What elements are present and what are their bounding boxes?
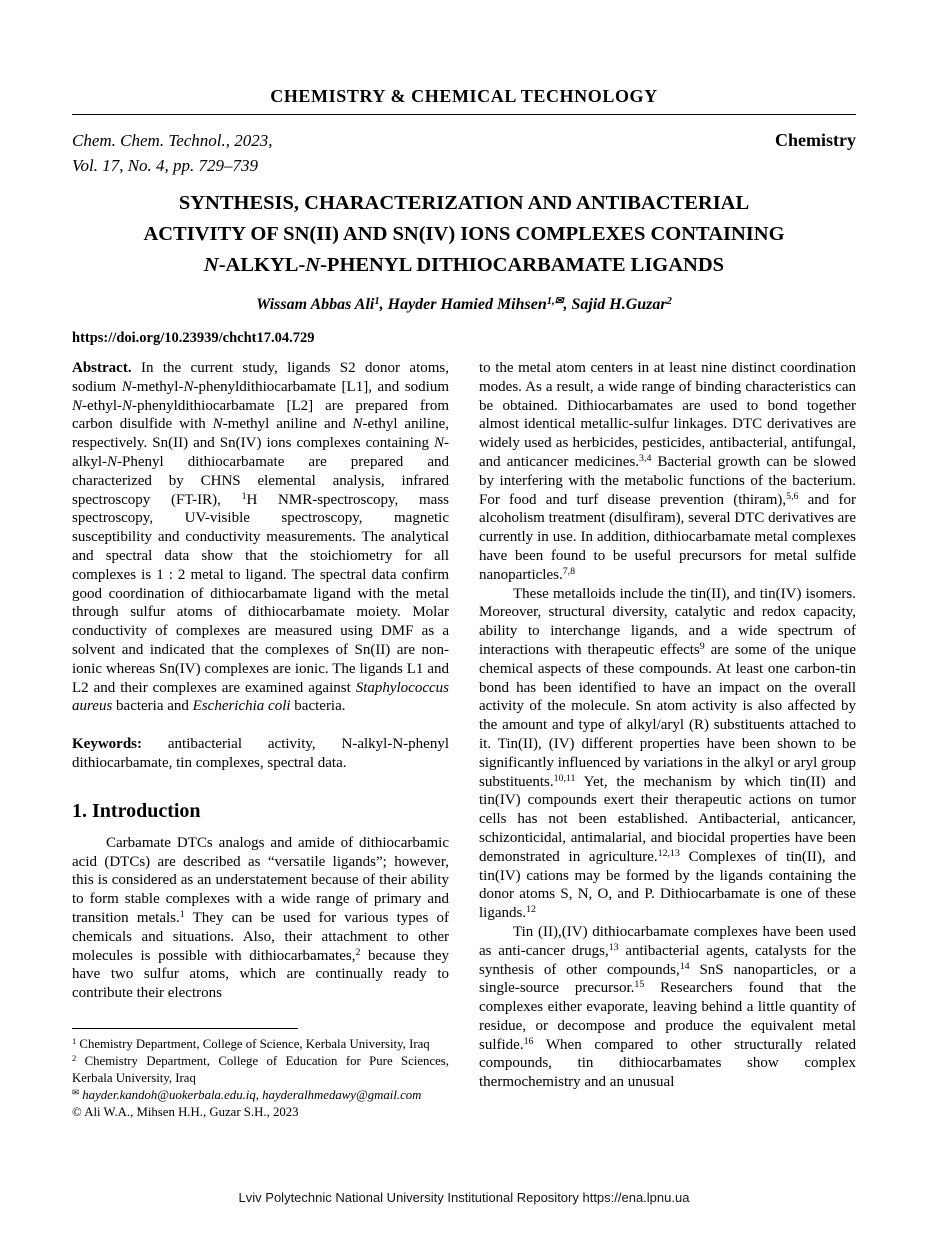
section-label: Chemistry	[775, 130, 856, 150]
article-title-line: SYNTHESIS, CHARACTERIZATION AND ANTIBACTERIAL	[178, 192, 750, 214]
citation-line-1: Chem. Chem. Technol., 2023,	[72, 131, 273, 150]
abstract-paragraph: Abstract. In the current study, ligands S2 donor atoms, sodium N-methyl-N-phenyldithiocarbamate [L1], and sodium N-ethyl-N-phenyldithiocarbamate [L2] are prepared from carbon disulfide with N-methyl aniline and N-ethyl aniline, respectively. Sn(II) and Sn(IV) ions complexes containing N-alkyl-N-Phenyl dithiocarbamate are prepared and characterized by CHNS elemental analysis, infrared spectroscopy (FT-IR), $^1$H NMR-spectroscopy, mass spectroscopy, UV-visible spectroscopy, magnetic susceptibility and conductivity measurements. The analytical and spectral data show that the stoichiometry for all complexes is 1 : 2 metal to ligand. The spectral data confirm good coordination of dithiocarbamate ligand with the metal through sulfur atoms of dithiocarbamate moiety. Molar conductivity of complexes are measured using DMF as a solvent and indicated that the complexes of Sn(II) are non-ionic whereas Sn(IV) complexes are ionic. The ligands L1 and L2 and their complexes are examined against Staphylococcus aureus bacteria and Escherichia coli bacteria.	[72, 360, 449, 715]
right-column	[479, 359, 856, 1121]
footnote-divider	[72, 1028, 298, 1029]
footnotes-block	[72, 1028, 449, 1121]
doi-link[interactable]: https://doi.org/10.23939/chcht17.04.729	[72, 330, 315, 346]
introduction-heading: 1. Introduction	[72, 799, 201, 822]
affiliation-footnote-1: $^1$ Chemistry Department, College of Science, Kerbala University, Iraq	[72, 1035, 430, 1051]
citation-row	[72, 128, 856, 178]
copyright-line: © Ali W.A., Mihsen H.H., Guzar S.H., 2023	[72, 1105, 299, 1119]
keywords-paragraph: Keywords: antibacterial activity, N-alkyl-N-phenyl dithiocarbamate, tin complexes, spectral data.	[72, 736, 449, 771]
article-title	[60, 188, 868, 281]
article-title-line: N-ALKYL-N-PHENYL DITHIOCARBAMATE LIGANDS	[203, 254, 725, 276]
article-body	[72, 359, 856, 1121]
header-divider	[72, 114, 856, 115]
affiliation-footnote-2: $^2$ Chemistry Department, College of Education for Pure Sciences, Kerbala University, Iraq	[72, 1052, 449, 1085]
body-paragraph-3: Tin (II),(IV) dithiocarbamate complexes have been used as anti-cancer drugs,$^{13}$ antibacterial agents, catalysts for the synthesis of other compounds,$^{14}$ SnS nanoparticles, or a single-source precursor.$^{15}$ Researchers found that the complexes either evaporate, leaving behind a little quantity of residue, or decompose and produce the equivalent metal sulfide.$^{16}$ When compared to other structurally related compounds, tin dithiocarbamates show complex thermochemistry and an unusual	[479, 923, 856, 1091]
email-footnote[interactable]: ✉ hayder.kandoh@uokerbala.edu.iq, hayderalhmedawy@gmail.com	[72, 1086, 422, 1102]
left-column	[72, 359, 449, 1121]
masthead	[72, 86, 856, 178]
authors-line: Wissam Abbas Ali$^1$, Hayder Hamied Mihsen$^{1,✉}$, Sajid H.Guzar$^2$	[256, 295, 672, 313]
body-paragraph-1: to the metal atom centers in at least nine distinct coordination modes. As a result, a wide range of binding characteristics can be obtained. Dithiocarbamates are used to bond together almost identical metallic-sulfur linkages. DTC derivatives are widely used as herbicides, pesticides, antibacterial, antifungal, and anticancer medicines.$^{3,4}$ Bacterial growth can be slowed by interfering with the metabolic functions of the bacterium. For food and turf disease prevention (thiram),$^{5,6}$ and for alcoholism treatment (disulfiram), several DTC derivatives are currently in use. In addition, dithiocarbamate metal complexes have been found to be useful precursors for metal sulfide nanoparticles.$^{7,8}$	[479, 360, 856, 583]
repository-footer: Lviv Polytechnic National University Institutional Repository https://ena.lpnu.ua	[238, 1190, 690, 1205]
article-title-line: ACTIVITY OF SN(II) AND SN(IV) IONS COMPLEXES CONTAINING	[143, 223, 785, 245]
journal-running-head: CHEMISTRY & CHEMICAL TECHNOLOGY	[270, 86, 658, 106]
body-paragraph-2: These metalloids include the tin(II), and tin(IV) isomers. Moreover, structural diversity, catalytic and redox capacity, ability to interchange ligands, and a wide spectrum of interactions with therapeutic effects$^9$ are some of the unique chemical aspects of these compounds. At least one carbon-tin bond has been identified to have an impact on the overall activity of the molecule. Sn atom activity is also affected by the amount and type of alkyl/aryl (R) substituents attached to it. Tin(II), (IV) different properties have been shown to be significantly influenced by variations in the alkyl or aryl group substituents.$^{10,11}$ Yet, the mechanism by which tin(II) and tin(IV) compounds exert their therapeutic actions on tumor cells has not been established. Antibacterial, anticancer, schizonticidal, antimalarial, and biocidal properties have been demonstrated in agriculture.$^{12,13}$ Complexes of tin(II), and tin(IV) cations may be formed by the ligands containing the donor atoms S, N, O, and P. Dithiocarbamate is one of these ligands.$^{12}$	[479, 585, 857, 922]
citation-block	[72, 128, 273, 178]
citation-line-2: Vol. 17, No. 4, pp. 729–739	[72, 156, 259, 175]
introduction-paragraph: Carbamate DTCs analogs and amide of dithiocarbamic acid (DTCs) are described as “versatile ligands”; however, this is considered as an understatement because of their ability to form stable complexes with a wide range of primary and transition metals.$^1$ They can be used for various types of chemicals and situations. Also, their attachment to other molecules is possible with dithiocarbamates,$^2$ because they have two sulfur atoms, which are continually ready to contribute their electrons	[72, 834, 449, 1002]
